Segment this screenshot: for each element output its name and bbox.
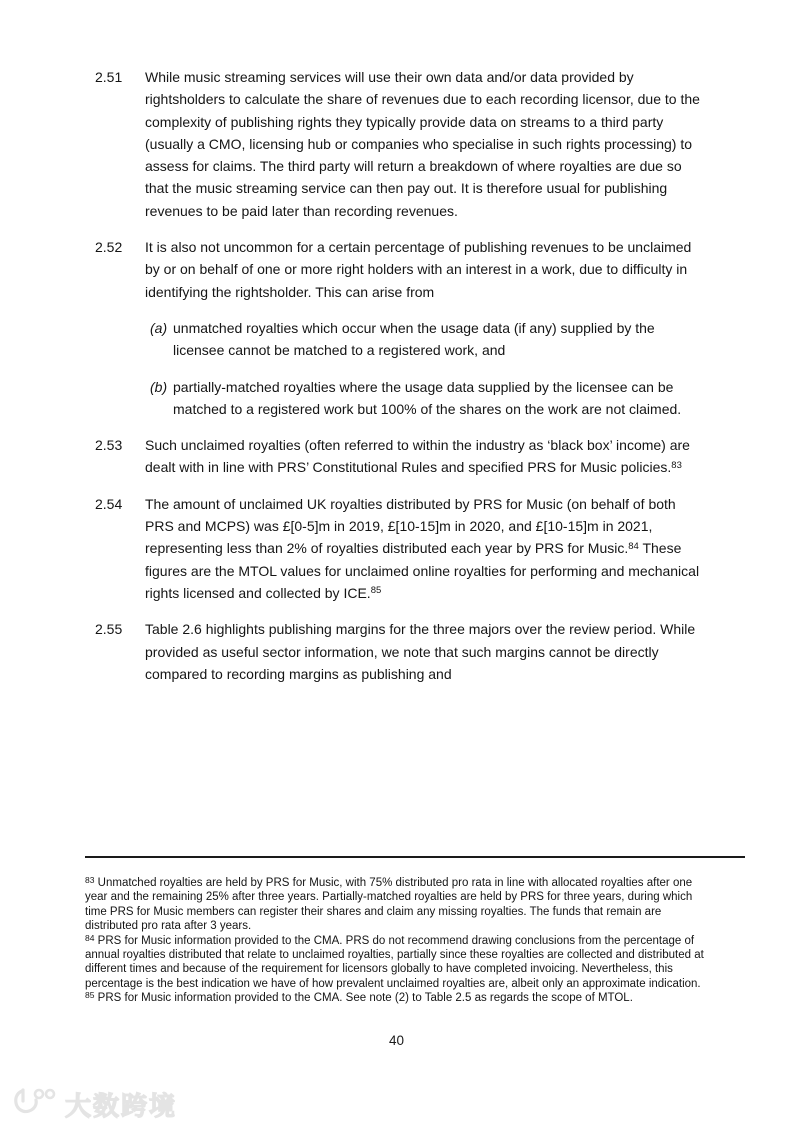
footnote-separator-rule xyxy=(85,856,745,858)
footnote-85 xyxy=(85,991,715,1005)
paragraph-number: 2.51 xyxy=(95,69,123,85)
paragraph-number: 2.54 xyxy=(95,495,123,512)
footnote-reference-84: 84 xyxy=(628,540,639,552)
list-item-marker: (a) xyxy=(150,319,168,336)
footnotes-section xyxy=(85,876,715,1006)
list-item-a xyxy=(95,317,703,362)
footnote-reference-83: 83 xyxy=(671,459,682,471)
footnote-marker: 85 xyxy=(85,990,95,1001)
list-item-marker: (b) xyxy=(150,378,168,395)
paragraph-text xyxy=(145,493,703,604)
paragraph-2-54 xyxy=(95,493,703,604)
paragraph-text: Table 2.6 highlights publishing margins for the three majors over the review period. While provided as useful sector information, we note that such margins cannot be directly compared to recording margins as publishing and xyxy=(145,621,696,682)
page-number: 40 xyxy=(388,1033,405,1048)
paragraph-number: 2.52 xyxy=(95,239,123,256)
paragraph-2-55 xyxy=(95,618,703,685)
list-item-b xyxy=(95,376,703,421)
watermark-logo-icon xyxy=(12,1087,58,1122)
footnote-text: Unmatched royalties are held by PRS for Music, with 75% distributed pro rata in line with allocated royalties after one year and the remaining 25% after three years. Partially-matched royalties are held by PRS for three years, during which time PRS for Music members can register their shares and claim any missing royalties. The funds that remain are distributed pro rata after 3 years. xyxy=(85,877,693,933)
footnote-84 xyxy=(85,934,715,992)
footnote-marker: 83 xyxy=(85,875,95,885)
footnote-text: PRS for Music information provided to the CMA. See note (2) to Table 2.5 as regards the scope of MTOL. xyxy=(97,992,633,1005)
paragraph-number: 2.55 xyxy=(95,621,123,638)
footnote-83 xyxy=(85,876,715,934)
paragraph-2-53 xyxy=(95,434,703,479)
paragraph-2-52 xyxy=(95,236,703,303)
paragraph-text-run: The amount of unclaimed UK royalties distributed by PRS for Music (on behalf of both PRS and MCPS) was £[0-5]m in 2019, £[10-15]m in 2020, and £[10-15]m in 2021, representing less than 2% of royalties distributed each year by PRS for Music. xyxy=(145,495,676,557)
paragraph-text: While music streaming services will use their own data and/or data provided by rightsholders to calculate the share of revenues due to each recording licensor, due to the complexity of publishing rights they typically provide data on streams to a third party (usually a CMO, licensing hub or companies who specialise in such rights processing) to assess for claims. The third party will return a breakdown of where royalties are due so that the music streaming service can then pay out. It is therefore usual for publishing revenues to be paid later than recording revenues. xyxy=(145,69,700,219)
footnote-text: PRS for Music information provided to the CMA. PRS do not recommend drawing conclusions from the percentage of annual royalties distributed that relate to unclaimed royalties, partially since these royalties are collected and distributed at different times and because of the requirement for licensors globally to have completed invoicing. Nevertheless, this percentage is the best indication we have of how prevalent unclaimed royalties are, albeit only an approximate indication. xyxy=(85,934,704,990)
list-item-text: unmatched royalties which occur when the usage data (if any) supplied by the licensee cannot be matched to a registered work, and xyxy=(173,319,655,359)
list-item-text: partially-matched royalties where the usage data supplied by the licensee can be matched to a registered work but 100% of the shares on the work are not claimed. xyxy=(173,378,682,417)
footnote-marker: 84 xyxy=(85,932,95,943)
paragraph-text-run: These figures are the MTOL values for unclaimed online royalties for performing and mechanical rights licensed and collected by ICE. xyxy=(145,540,700,601)
paragraph-2-51 xyxy=(95,66,703,222)
watermark xyxy=(12,1086,177,1122)
paragraph-number: 2.53 xyxy=(95,437,123,454)
watermark-text: 大数跨境 xyxy=(65,1091,178,1121)
footnote-reference-85: 85 xyxy=(370,585,382,597)
paragraph-text: It is also not uncommon for a certain percentage of publishing revenues to be unclaimed by or on behalf of one or more right holders with an interest in a work, due to difficulty in identifying the rightsholder. This can arise from xyxy=(145,239,692,300)
document-body xyxy=(95,66,703,699)
paragraph-text-run: Such unclaimed royalties (often referred to within the industry as ‘black box’ income) are dealt with in line with PRS’ Constitutional Rules and specified PRS for Music policies. xyxy=(145,437,690,476)
paragraph-text xyxy=(145,434,703,479)
